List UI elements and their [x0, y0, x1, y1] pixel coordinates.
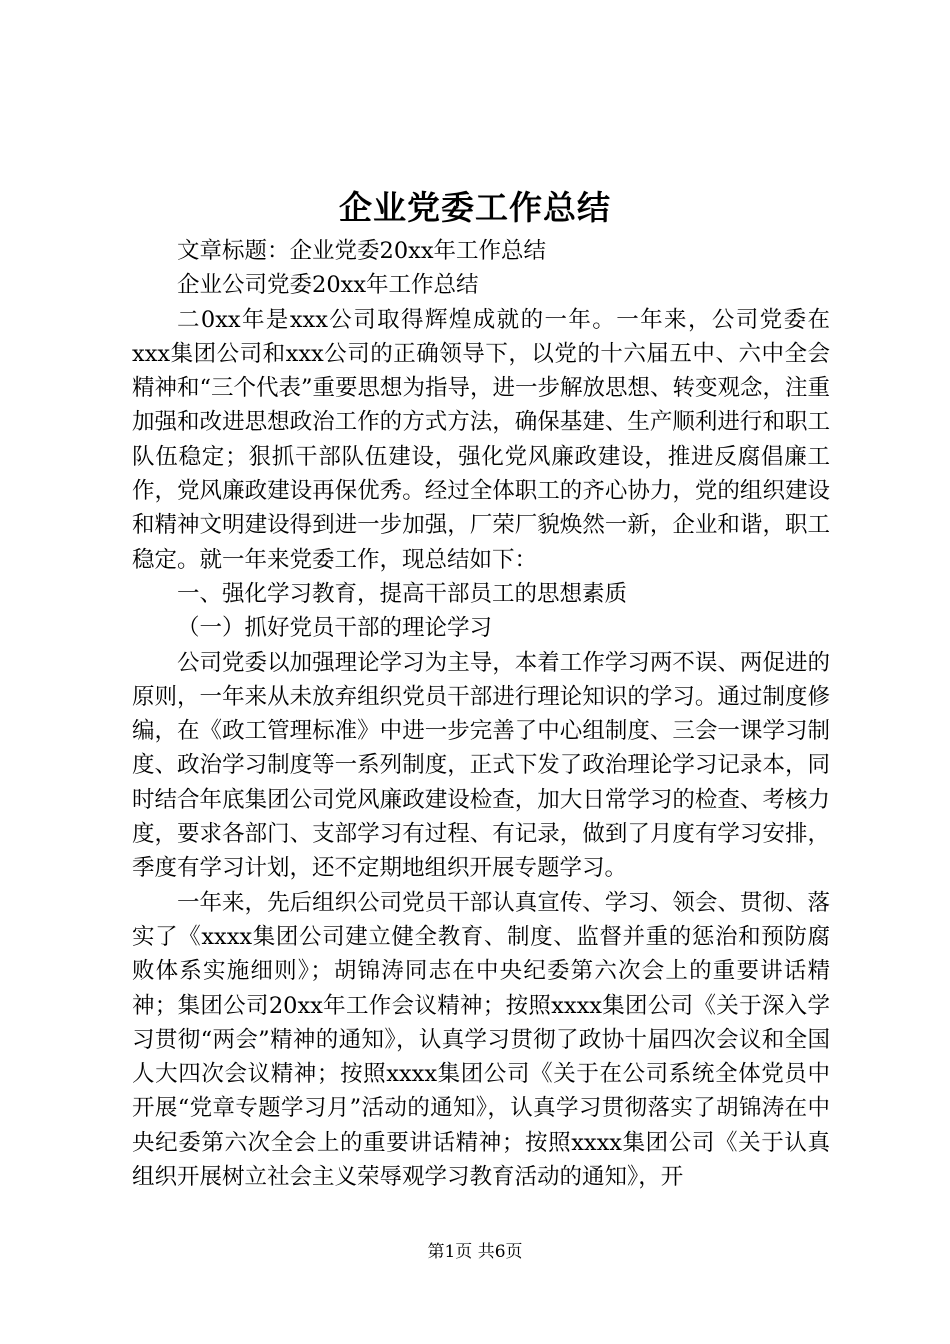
document-body: [132, 234, 830, 1194]
paragraph-subtitle: 企业公司党委20xx年工作总结: [177, 272, 479, 299]
paragraph-body: 公司党委以加强理论学习为主导，本着工作学习两不误、两促进的原则，一年来从未放弃组织党员干部进行理论知识的学习。通过制度修编，在《政工管理标准》中进一步完善了中心组制度、三会一课学习制度、政治学习制度等一系列制度，正式下发了政治理论学习记录本，同时结合年底集团公司党风廉政建设检查，加大日常学习的检查、考核力度，要求各部门、支部学习有过程、有记录，做到了月度有学习安排，季度有学习计划，还不定期地组织开展专题学习。: [132, 649, 830, 882]
section-heading: 一、强化学习教育，提高干部员工的思想素质: [177, 580, 628, 607]
document-title: 企业党委工作总结: [339, 188, 611, 227]
page-footer: 第1页 共6页: [427, 1242, 523, 1262]
paragraph-article-title: 文章标题：企业党委20xx年工作总结: [177, 238, 547, 264]
subsection-heading: （一）抓好党员干部的理论学习: [177, 615, 493, 642]
paragraph-intro: 二0xx年是xxx公司取得辉煌成就的一年。一年来，公司党委在xxx集团公司和xxx公司的正确领导下，以党的十六届五中、六中全会精神和“三个代表”重要思想为指导，进一步解放思想、转变观念，注重加强和改进思想政治工作的方式方法，确保基建、生产顺利进行和职工队伍稳定；狠抓干部队伍建设，强化党风廉政建设，推进反腐倡廉工作，党风廉政建设再保优秀。经过全体职工的齐心协力，党的组织建设和精神文明建设得到进一步加强，厂荣厂貌焕然一新，企业和谐，职工稳定。就一年来党委工作，现总结如下：: [132, 306, 831, 573]
paragraph-body: 一年来，先后组织公司党员干部认真宣传、学习、领会、贯彻、落实了《xxxx集团公司建立健全教育、制度、监督并重的惩治和预防腐败体系实施细则》；胡锦涛同志在中央纪委第六次会上的重要讲话精神；集团公司20xx年工作会议精神；按照xxxx集团公司《关于深入学习贯彻“两会”精神的通知》，认真学习贯彻了政协十届四次会议和全国人大四次会议精神；按照xxxx集团公司《关于在公司系统全体党员中开展“党章专题学习月”活动的通知》，认真学习贯彻落实了胡锦涛在中央纪委第六次全会上的重要讲话精神；按照xxxx集团公司《关于认真组织开展树立社会主义荣辱观学习教育活动的通知》，开: [132, 889, 830, 1191]
